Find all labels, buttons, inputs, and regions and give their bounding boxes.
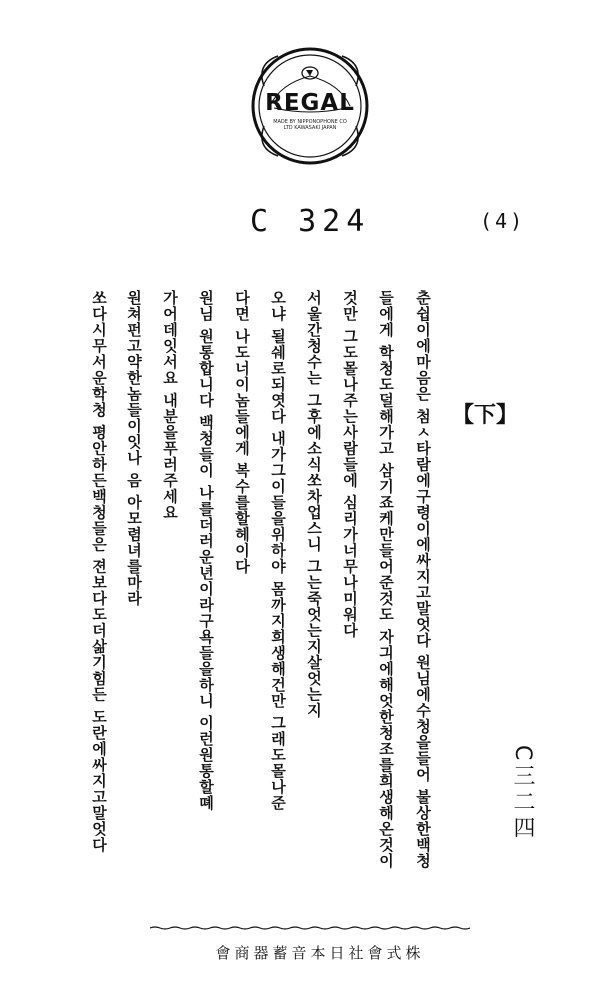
lyric-line: 원쳐펀고약한놈들이잇나 음 아모렴녀를마라: [125, 290, 143, 607]
footer-rule: [150, 926, 470, 930]
logo-brand-text: REGAL: [265, 90, 355, 116]
lyric-line: 가어데잇서요 내분을푸러주세요: [161, 290, 179, 521]
lyric-line: 쏘다시무서운학청 평안하든백청들은 젼보다도더삶기힘든 도란에싸지고말엇다: [90, 290, 108, 853]
regal-logo: [250, 46, 370, 166]
lyric-line: 원님 원통합니다 백청들이 나를더러운년이라구욕들을하니 이런원통할뗴: [197, 290, 215, 811]
part-mark: 【下】: [452, 403, 519, 428]
lyric-line: 다면 나도너이놈들에게 복수를할헤이다: [233, 290, 251, 575]
lyric-line: 들에게 학청도덜해가고 삼기죠케만들어준것도 자긔에해엇한청조를희생해온것이: [377, 290, 395, 869]
side-number: (4): [480, 209, 526, 233]
publisher-footer: 會商器蓄音本日社會式株: [215, 944, 425, 962]
lyric-line: 춘쉽이에마음은 첨ㅅ타람에구령이에싸지고말엇다 원님에수청을들어 불상한백청: [414, 290, 432, 869]
logo-fine-print: MADE BY NIPPONOPHONE CO LTD KAWASAKI JAPAN: [273, 119, 347, 131]
catalog-number: C 324: [250, 204, 371, 239]
lyric-line: 서울간청수는 그후에소식쏘차업스니 그는죽엇는지살엇는지: [305, 290, 323, 719]
lyric-line: 오냐 될쉐로되엿다 내가그이들을위하야 몸까지희생해건만 그래도몰나준: [269, 290, 287, 811]
side-catalog-vertical: C三二四: [510, 745, 535, 843]
lyric-line: 것만 그도몰나주는사람들에 심리가너무나미워다: [341, 290, 359, 639]
